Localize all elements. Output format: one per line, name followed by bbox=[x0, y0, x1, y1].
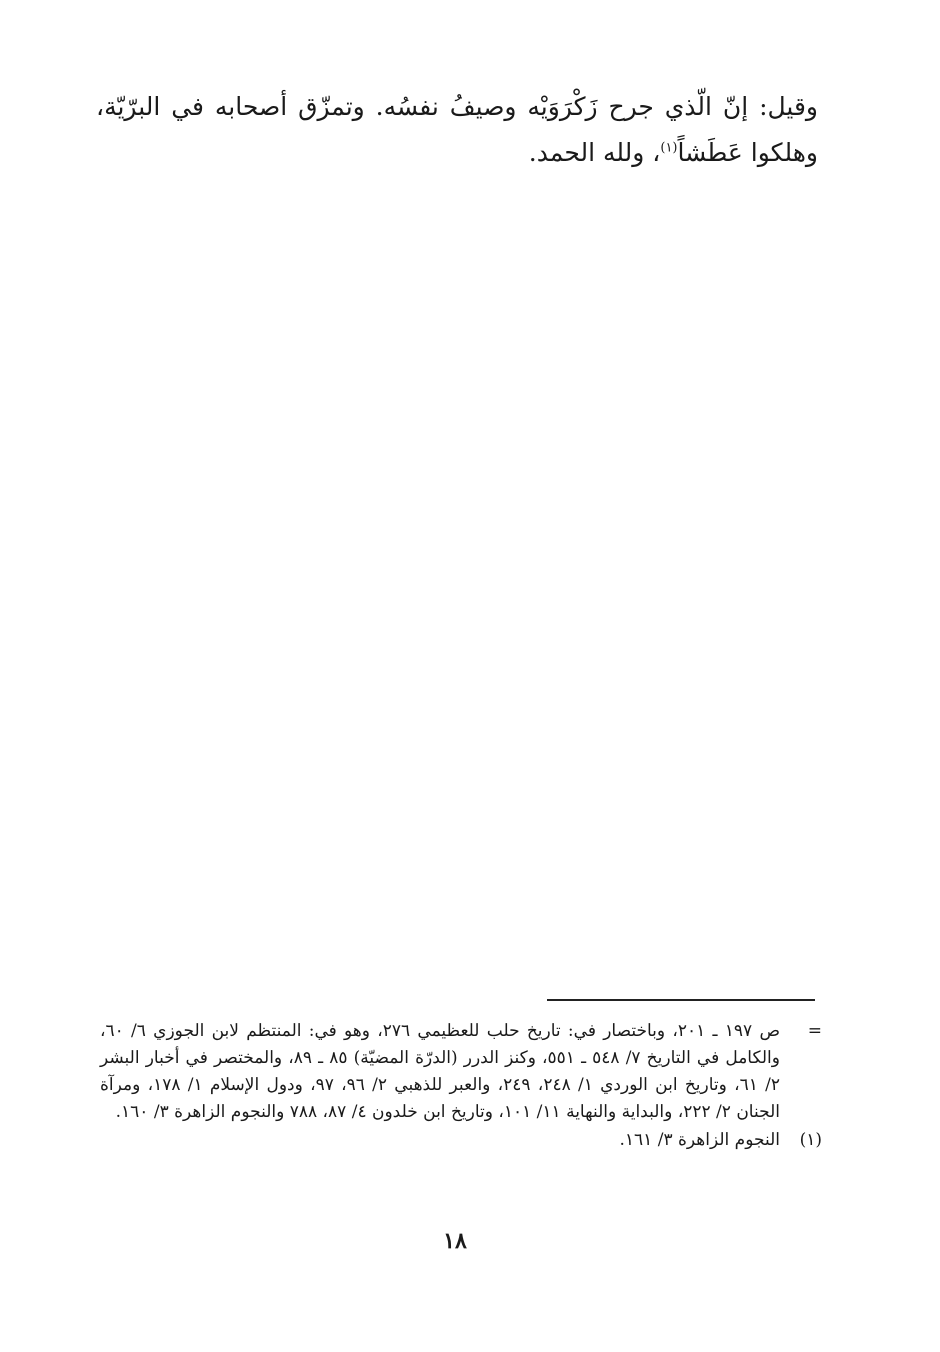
main-paragraph bbox=[96, 84, 818, 176]
paragraph-text-end: ، ولله الحمد. bbox=[528, 138, 661, 167]
footnote-separator bbox=[547, 999, 815, 1001]
footnote-reference: (١) bbox=[660, 140, 678, 156]
continuation-text: ص ١٩٧ ـ ٢٠١، وباختصار في: تاريخ حلب للعظيمي ٢٧٦، وهو في: المنتظم لابن الجوزي ٦/ ٦٠، والكامل في التاريخ ٧/ ٥٤٨ ـ ٥٥١، وكنز الدرر (الدرّة المضيّة) ٨٥ ـ ٨٩، والمختصر في أخبار البشر ٢/ ٦١، وتاريخ ابن الوردي ١/ ٢٤٨، ٢٤٩، والعبر للذهبي ٢/ ٩٦، ٩٧، ودول الإسلام ١/ ١٧٨، ومرآة الجنان ٢/ ٢٢٢، والبداية والنهاية ١١/ ١٠١، وتاريخ ابن خلدون ٤/ ٨٧، ٧٨٨ والنجوم الزاهرة ٣/ ١٦٠. bbox=[100, 1021, 781, 1122]
footnote-continuation bbox=[100, 1018, 822, 1126]
continuation-marker: = bbox=[807, 1021, 822, 1041]
footnote-1 bbox=[100, 1127, 822, 1154]
footnote-1-text: النجوم الزاهرة ٣/ ١٦١. bbox=[619, 1130, 780, 1150]
footnote-1-marker: (١) bbox=[799, 1130, 822, 1150]
paragraph-text: وقيل: إنّ الّذي جرح زَكْرَوَيْه وصيفُ نفسُه. وتمزّق أصحابه في البرّيّة، وهلكوا عَطَشاً bbox=[96, 92, 818, 167]
footnotes-section bbox=[100, 1018, 822, 1154]
page-number: ١٨ bbox=[443, 1228, 467, 1254]
